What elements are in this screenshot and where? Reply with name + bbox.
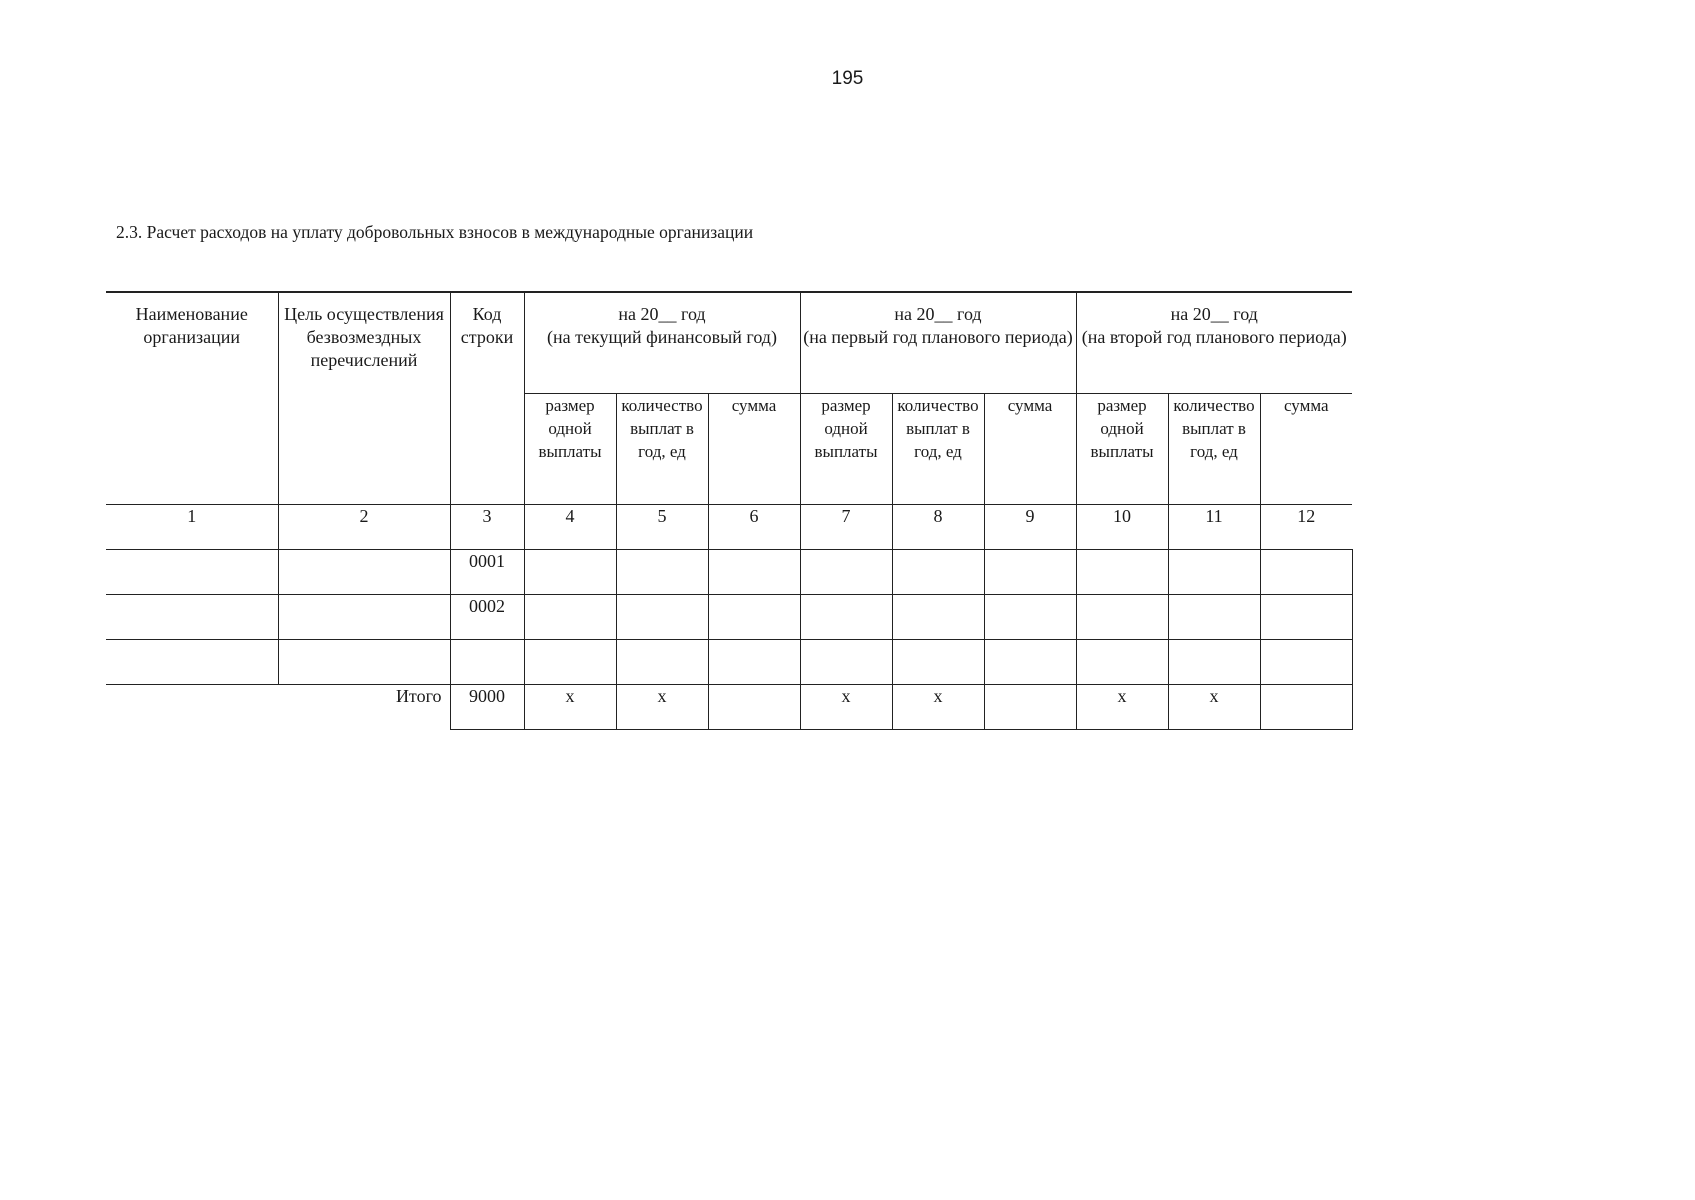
value-cell[interactable]: [800, 640, 892, 685]
header-code: Код строки: [450, 292, 524, 505]
code-cell: [450, 640, 524, 685]
period-first-desc: (на первый год планового периода): [803, 327, 1073, 347]
expense-calculation-table: [106, 291, 1353, 730]
column-number: 10: [1076, 505, 1168, 550]
period-first-year: на 20__ год: [894, 304, 982, 324]
total-not-applicable: x: [524, 685, 616, 730]
value-cell[interactable]: [1168, 550, 1260, 595]
value-cell[interactable]: [892, 595, 984, 640]
code-cell: 0002: [450, 595, 524, 640]
total-not-applicable: x: [892, 685, 984, 730]
value-cell[interactable]: [1168, 595, 1260, 640]
column-number: 1: [106, 505, 278, 550]
header-payment-count: количество выплат в год, ед: [892, 394, 984, 505]
header-purpose: Цель осуществления безвозмездных перечислений: [278, 292, 450, 505]
column-number-row: [106, 505, 1352, 550]
value-cell[interactable]: [800, 550, 892, 595]
total-sum-cell[interactable]: [984, 685, 1076, 730]
total-label: Итого: [395, 686, 442, 706]
value-cell[interactable]: [524, 550, 616, 595]
purpose-cell[interactable]: [278, 595, 450, 640]
total-code: 9000: [450, 685, 524, 730]
column-number: 3: [450, 505, 524, 550]
total-not-applicable: x: [616, 685, 708, 730]
value-cell[interactable]: [616, 640, 708, 685]
total-not-applicable: x: [1168, 685, 1260, 730]
period-second-desc: (на второй год планового периода): [1081, 327, 1347, 347]
value-cell[interactable]: [1260, 595, 1352, 640]
header-payment-size: размер одной выплаты: [1076, 394, 1168, 505]
column-number: 8: [892, 505, 984, 550]
section-title: 2.3. Расчет расходов на уплату добровольных взносов в международные организации: [116, 222, 754, 242]
page-number: 195: [831, 68, 864, 89]
value-cell[interactable]: [1260, 550, 1352, 595]
header-payment-size: размер одной выплаты: [800, 394, 892, 505]
column-number: 4: [524, 505, 616, 550]
org-name-cell[interactable]: [106, 550, 278, 595]
column-number: 5: [616, 505, 708, 550]
total-row: [106, 685, 1352, 730]
column-number: 7: [800, 505, 892, 550]
header-period-current: [524, 292, 800, 394]
value-cell[interactable]: [1076, 550, 1168, 595]
header-sum: сумма: [984, 394, 1076, 505]
value-cell[interactable]: [616, 595, 708, 640]
header-period-second: [1076, 292, 1352, 394]
total-sum-cell[interactable]: [708, 685, 800, 730]
value-cell[interactable]: [708, 550, 800, 595]
header-period-first: [800, 292, 1076, 394]
value-cell[interactable]: [616, 550, 708, 595]
table-row: [106, 595, 1352, 640]
value-cell[interactable]: [984, 640, 1076, 685]
org-name-cell[interactable]: [106, 595, 278, 640]
value-cell[interactable]: [524, 640, 616, 685]
value-cell[interactable]: [892, 640, 984, 685]
value-cell[interactable]: [800, 595, 892, 640]
value-cell[interactable]: [984, 595, 1076, 640]
header-payment-size: размер одной выплаты: [524, 394, 616, 505]
value-cell[interactable]: [1076, 640, 1168, 685]
header-payment-count: количество выплат в год, ед: [616, 394, 708, 505]
total-sum-cell[interactable]: [1260, 685, 1352, 730]
total-not-applicable: x: [800, 685, 892, 730]
column-number: 2: [278, 505, 450, 550]
value-cell[interactable]: [984, 550, 1076, 595]
code-cell: 0001: [450, 550, 524, 595]
header-sum: сумма: [708, 394, 800, 505]
org-name-cell[interactable]: [106, 640, 278, 685]
header-row-1: [106, 292, 1352, 394]
column-number: 12: [1260, 505, 1352, 550]
total-not-applicable: x: [1076, 685, 1168, 730]
value-cell[interactable]: [524, 595, 616, 640]
header-sum: сумма: [1260, 394, 1352, 505]
header-payment-count: количество выплат в год, ед: [1168, 394, 1260, 505]
column-number: 6: [708, 505, 800, 550]
column-number: 9: [984, 505, 1076, 550]
purpose-cell[interactable]: [278, 550, 450, 595]
value-cell[interactable]: [1260, 640, 1352, 685]
total-spacer: [106, 685, 278, 730]
table-row: [106, 550, 1352, 595]
value-cell[interactable]: [708, 640, 800, 685]
period-second-year: на 20__ год: [1170, 304, 1258, 324]
value-cell[interactable]: [892, 550, 984, 595]
table-row: [106, 640, 1352, 685]
value-cell[interactable]: [708, 595, 800, 640]
purpose-cell[interactable]: [278, 640, 450, 685]
period-current-desc: (на текущий финансовый год): [547, 327, 777, 347]
column-number: 11: [1168, 505, 1260, 550]
header-org-name: Наименование организации: [106, 292, 278, 505]
period-current-year: на 20__ год: [618, 304, 706, 324]
value-cell[interactable]: [1168, 640, 1260, 685]
value-cell[interactable]: [1076, 595, 1168, 640]
